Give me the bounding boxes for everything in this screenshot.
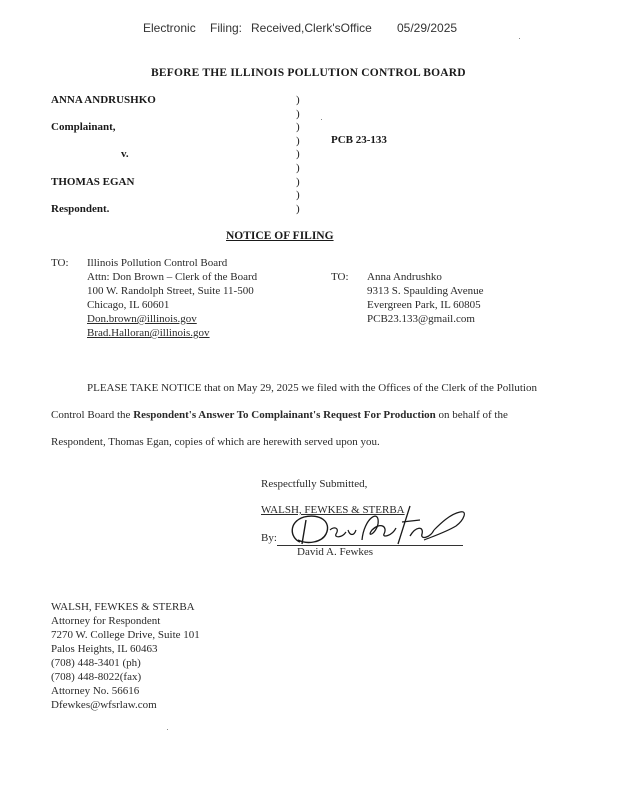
recipient-2-line2: 9313 S. Spaulding Avenue bbox=[367, 285, 484, 297]
caption-paren: ) bbox=[296, 148, 300, 160]
footer-fax: (708) 448-8022(fax) bbox=[51, 671, 142, 683]
recipient-1-line1: Illinois Pollution Control Board bbox=[87, 257, 228, 269]
footer-address-2: Palos Heights, IL 60463 bbox=[51, 643, 158, 655]
body-line-2 bbox=[51, 409, 508, 421]
recipient-2-line3: Evergreen Park, IL 60805 bbox=[367, 299, 481, 311]
recipient-2-email-link[interactable]: PCB23.133@gmail.com bbox=[367, 313, 475, 325]
caption-paren: ) bbox=[296, 176, 300, 188]
footer-attorney-no: Attorney No. 56616 bbox=[51, 685, 140, 697]
recipient-1-email-link[interactable]: Brad.Halloran@illinois.gov bbox=[87, 327, 210, 339]
respondent-role: Respondent. bbox=[51, 203, 110, 215]
scan-speck bbox=[519, 38, 520, 39]
filing-header-filing: Filing: bbox=[210, 21, 243, 35]
footer-address-1: 7270 W. College Drive, Suite 101 bbox=[51, 629, 200, 641]
scan-speck bbox=[321, 119, 322, 120]
recipient-1-line2: Attn: Don Brown – Clerk of the Board bbox=[87, 271, 258, 283]
signer-name: David A. Fewkes bbox=[297, 546, 374, 558]
footer-email: Dfewkes@wfsrlaw.com bbox=[51, 699, 157, 711]
complainant-name: ANNA ANDRUSHKO bbox=[51, 94, 156, 106]
recipient-1-line4: Chicago, IL 60601 bbox=[87, 299, 170, 311]
respondent-name: THOMAS EGAN bbox=[51, 176, 135, 188]
recipient-1-email-link[interactable]: Don.brown@illinois.gov bbox=[87, 313, 197, 325]
notice-title: NOTICE OF FILING bbox=[226, 230, 334, 242]
footer-firm: WALSH, FEWKES & STERBA bbox=[51, 601, 195, 613]
filing-header-date: 05/29/2025 bbox=[397, 21, 458, 35]
caption-paren: ) bbox=[296, 108, 300, 120]
case-number: PCB 23-133 bbox=[331, 134, 387, 146]
caption-paren: ) bbox=[296, 162, 300, 174]
by-label: By: bbox=[261, 532, 277, 544]
footer-phone: (708) 448-3401 (ph) bbox=[51, 657, 141, 669]
body-line-3: Respondent, Thomas Egan, copies of which are herewith served upon you. bbox=[51, 436, 380, 448]
recipient-1-line3: 100 W. Randolph Street, Suite 11-500 bbox=[87, 285, 254, 297]
board-title: BEFORE THE ILLINOIS POLLUTION CONTROL BOARD bbox=[151, 67, 466, 79]
body-line-2-post: on behalf of the bbox=[435, 409, 508, 421]
signature-firm: WALSH, FEWKES & STERBA bbox=[261, 504, 405, 516]
to-label: TO: bbox=[51, 257, 69, 269]
closing: Respectfully Submitted, bbox=[261, 478, 368, 490]
caption-paren: ) bbox=[296, 121, 300, 133]
scan-speck bbox=[167, 729, 168, 730]
caption-paren: ) bbox=[296, 203, 300, 215]
recipient-2-line1: Anna Andrushko bbox=[367, 271, 442, 283]
filing-header-received: Received,Clerk'sOffice bbox=[251, 21, 372, 35]
body-line-1: PLEASE TAKE NOTICE that on May 29, 2025 we filed with the Offices of the Clerk of the Pollution bbox=[87, 382, 537, 394]
versus-label: v. bbox=[121, 148, 129, 160]
to-label: TO: bbox=[331, 271, 349, 283]
complainant-role: Complainant, bbox=[51, 121, 116, 133]
caption-paren: ) bbox=[296, 135, 300, 147]
caption-paren: ) bbox=[296, 94, 300, 106]
document-title: Respondent's Answer To Complainant's Request For Production bbox=[133, 409, 436, 421]
caption-paren: ) bbox=[296, 189, 300, 201]
filing-header-electronic: Electronic bbox=[143, 21, 196, 35]
body-line-2-pre: Control Board the bbox=[51, 409, 134, 421]
footer-role: Attorney for Respondent bbox=[51, 615, 161, 627]
